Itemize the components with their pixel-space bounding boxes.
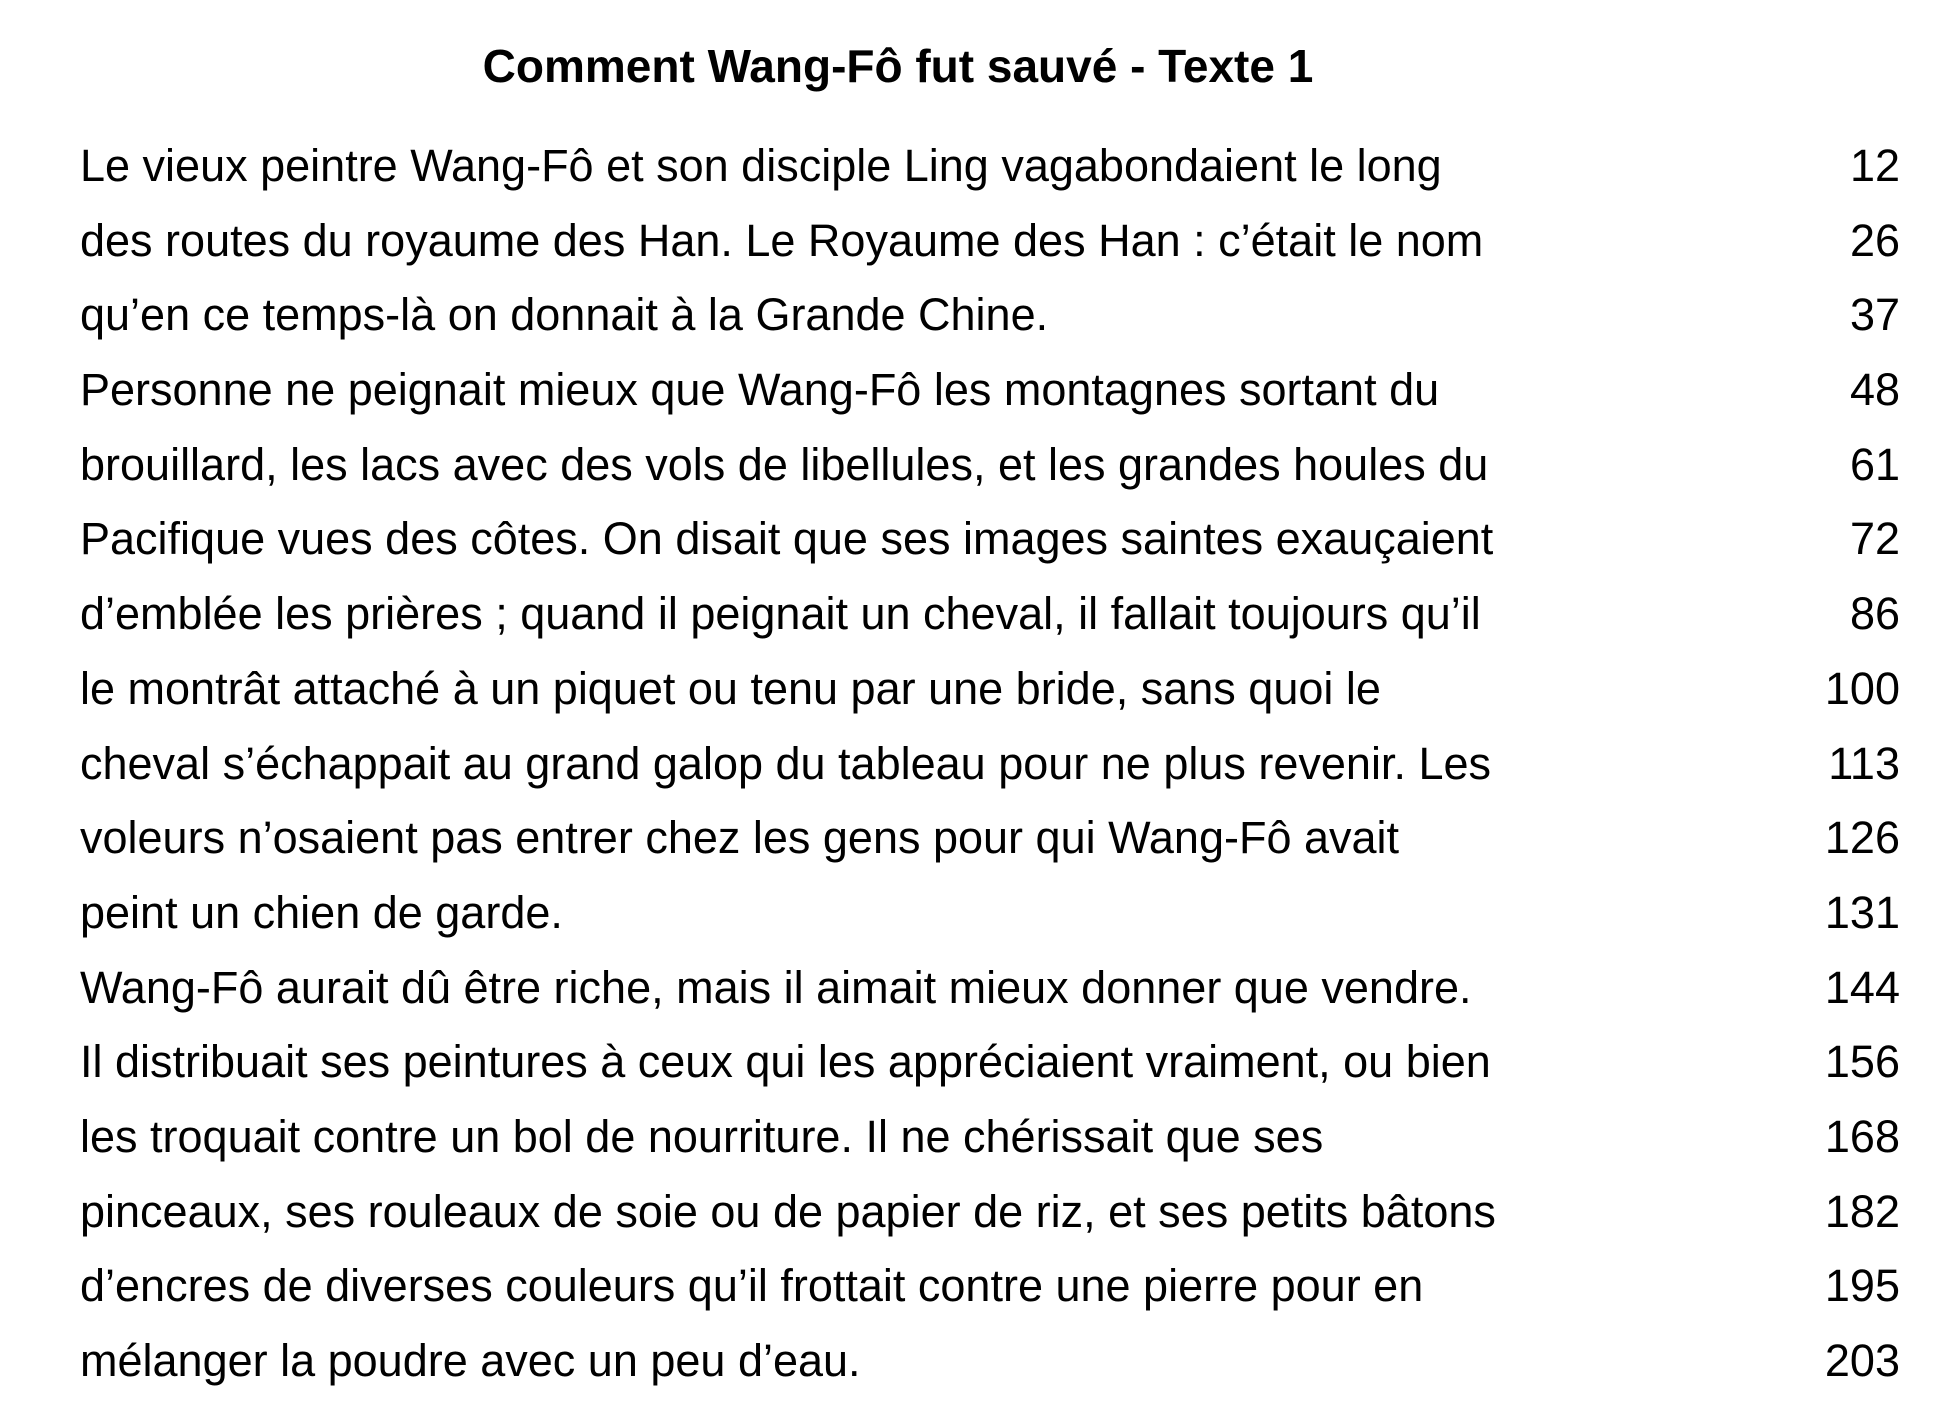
word-count: 72	[1849, 513, 1900, 565]
text-line	[80, 362, 1900, 437]
word-count: 195	[1824, 1260, 1900, 1312]
line-text: les troquait contre un bol de nourriture. Il ne chérissait que ses	[80, 1110, 1324, 1162]
word-count: 26	[1849, 214, 1900, 266]
word-count: 37	[1849, 289, 1900, 341]
word-count: 61	[1849, 438, 1900, 490]
text-line	[80, 138, 1900, 213]
line-text: peint un chien de garde.	[80, 886, 563, 938]
word-count: 113	[1828, 737, 1900, 789]
line-text: cheval s’échappait au grand galop du tableau pour ne plus revenir. Les	[80, 737, 1491, 789]
line-text: voleurs n’osaient pas entrer chez les gens pour qui Wang-Fô avait	[80, 812, 1400, 864]
text-line	[80, 1184, 1900, 1259]
line-text: des routes du royaume des Han. Le Royaume des Han : c’était le nom	[80, 214, 1484, 266]
word-count: 182	[1824, 1185, 1900, 1237]
line-text: Personne ne peignait mieux que Wang-Fô les montagnes sortant du	[80, 364, 1440, 416]
word-count: 203	[1824, 1335, 1900, 1386]
text-line	[80, 437, 1900, 512]
text-line	[80, 511, 1900, 586]
word-count: 156	[1824, 1036, 1900, 1088]
line-text: Le vieux peintre Wang-Fô et son disciple Ling vagabondaient le long	[80, 140, 1442, 191]
word-count: 86	[1849, 588, 1900, 640]
text-line	[80, 1034, 1900, 1109]
document-title: Comment Wang-Fô fut sauvé - Texte 1	[482, 40, 1314, 92]
text-line	[80, 1109, 1900, 1184]
line-text: le montrât attaché à un piquet ou tenu par une bride, sans quoi le	[80, 662, 1381, 714]
line-text: pinceaux, ses rouleaux de soie ou de papier de riz, et ses petits bâtons	[80, 1185, 1496, 1237]
text-line	[80, 661, 1900, 736]
line-text: mélanger la poudre avec un peu d’eau.	[80, 1335, 861, 1386]
line-text: d’emblée les prières ; quand il peignait un cheval, il fallait toujours qu’il	[80, 588, 1481, 640]
text-line	[80, 736, 1900, 811]
text-line	[80, 810, 1900, 885]
text-line	[80, 1258, 1900, 1333]
text-line	[80, 885, 1900, 960]
text-line	[80, 960, 1900, 1035]
text-lines	[80, 138, 1900, 1408]
line-text: qu’en ce temps-là on donnait à la Grande Chine.	[80, 289, 1049, 341]
word-count: 126	[1824, 812, 1900, 864]
word-count: 12	[1849, 140, 1900, 191]
line-text: d’encres de diverses couleurs qu’il frottait contre une pierre pour en	[80, 1260, 1424, 1312]
word-count: 100	[1824, 662, 1900, 714]
word-count: 131	[1824, 886, 1900, 938]
line-text: Wang-Fô aurait dû être riche, mais il aimait mieux donner que vendre.	[80, 961, 1472, 1013]
word-count: 48	[1849, 364, 1900, 416]
text-line	[80, 213, 1900, 288]
line-text: brouillard, les lacs avec des vols de libellules, et les grandes houles du	[80, 438, 1489, 490]
line-text: Pacifique vues des côtes. On disait que ses images saintes exauçaient	[80, 513, 1494, 565]
word-count: 144	[1824, 961, 1900, 1013]
text-line	[80, 586, 1900, 661]
word-count: 168	[1824, 1110, 1900, 1162]
text-line	[80, 287, 1900, 362]
line-text: Il distribuait ses peintures à ceux qui les appréciaient vraiment, ou bien	[80, 1036, 1491, 1088]
text-line	[80, 1333, 1900, 1408]
